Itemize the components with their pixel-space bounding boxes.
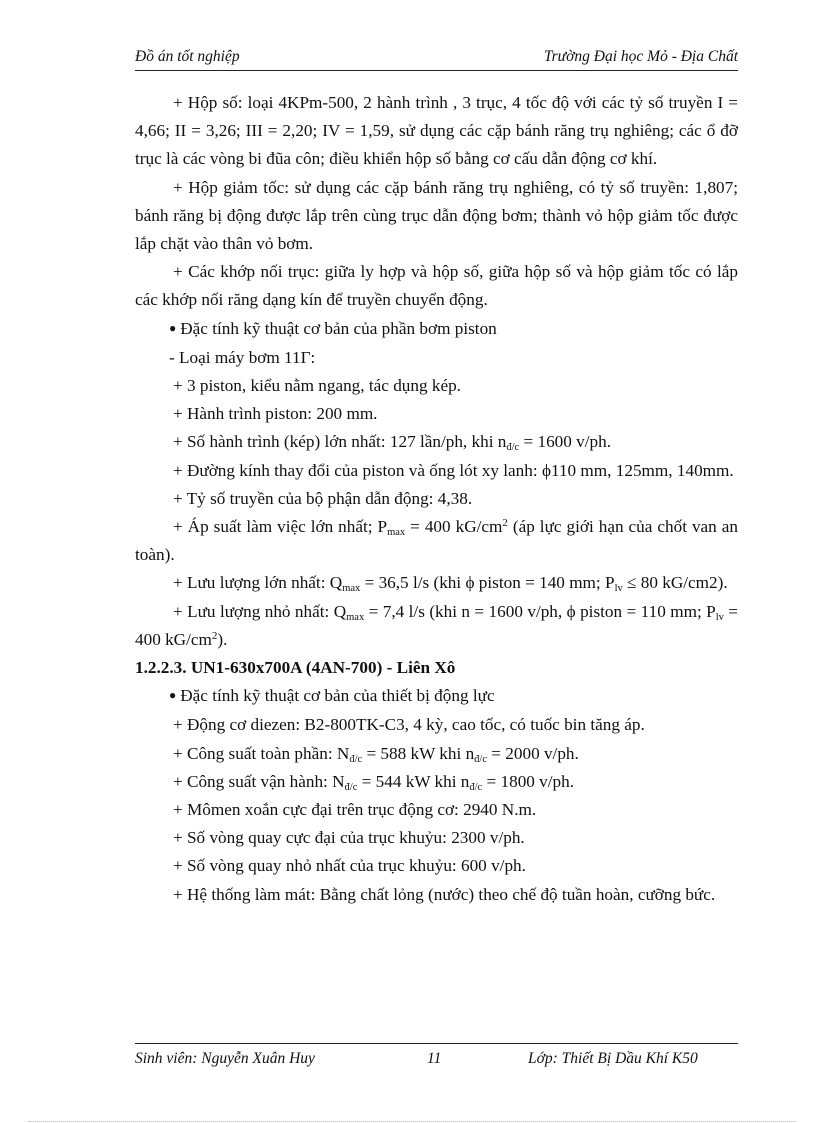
paragraph-gearbox: + Hộp số: loại 4KPm-500, 2 hành trình , 3 trục, 4 tốc độ với các tỷ số truyền I = 4,66; II = 3,26; III = 2,20; IV = 1,59, sử dụng các cặp bánh răng trụ nghiêng; các ổ đỡ trục là các vòng bi đũa côn; điều khiển hộp số bằng cơ cấu dẫn động cơ khí.: [135, 93, 738, 169]
paragraph-couplings: + Các khớp nối trục: giữa ly hợp và hộp số, giữa hộp số và hộp giảm tốc có lắp các khớp nối răng dạng kín để truyền chuyển động.: [135, 262, 738, 310]
spec-min-rpm: + Số vòng quay nhỏ nhất của trục khuỷu: 600 v/ph.: [173, 856, 526, 876]
page-header: [135, 46, 738, 71]
spec-max-flow: + Lưu lượng lớn nhất: $Q_{max} = 36,5$ l/s (khi ϕ piston = 140 mm; $P_{lv} \le 80$ kG/cm2).: [173, 573, 728, 595]
spec-pistons: + 3 piston, kiểu nằm ngang, tác dụng kép.: [173, 376, 461, 396]
pump-type: - Loại máy bơm 11Г:: [169, 347, 316, 367]
header-left: Đồ án tốt nghiệp: [135, 48, 240, 65]
paragraph-reducer: + Hộp giảm tốc: sử dụng các cặp bánh răng trụ nghiêng, có tỷ số truyền: 1,807; bánh răng bị động được lắp trên cùng trục dẫn động bơm; thành vỏ hộp giảm tốc được lắp chặt vào thân vỏ bơm.: [135, 177, 738, 254]
spec-total-power: + Công suất toàn phần: $N_{đ/c} = 588$ kW khi $n_{đ/c} = 2000$ v/ph.: [173, 743, 579, 765]
spec-pressure: + Áp suất làm việc lớn nhất; $P_{max} = 400$ $kG/cm^2$ (áp lực giới hạn của chốt van an toàn).: [135, 517, 738, 565]
spec-diameter: + Đường kính thay đổi của piston và ống lót xy lanh: ϕ110 mm, 125mm, 140mm.: [173, 460, 734, 480]
footer-class: Lớp: Thiết Bị Dầu Khí K50: [528, 1050, 698, 1067]
spec-engine: + Động cơ diezen: B2-800TK-C3, 4 kỳ, cao tốc, có tuốc bin tăng áp.: [173, 715, 645, 735]
spec-ratio: + Tỷ số truyền của bộ phận dẫn động: 4,38.: [173, 488, 473, 508]
page-body: [135, 89, 738, 909]
header-right: Trường Đại học Mỏ - Địa Chất: [543, 48, 738, 65]
spec-max-rpm: + Số vòng quay cực đại của trục khuỷu: 2300 v/ph.: [173, 828, 525, 848]
spec-stroke: + Hành trình piston: 200 mm.: [173, 404, 378, 424]
bullet-engine-specs: ● Đặc tính kỹ thuật cơ bản của thiết bị động lực: [135, 682, 738, 711]
spec-torque: + Mômen xoắn cực đại trên trục động cơ: 2940 N.m.: [173, 800, 537, 820]
page-footer: [135, 1043, 738, 1070]
page-number: 11: [427, 1050, 442, 1067]
spec-stroke-count: + Số hành trình (kép) lớn nhất: 127 lần/ph, khi $n_{đ/c} = 1600$ v/ph.: [173, 432, 612, 454]
page-edge-divider: [28, 1121, 796, 1122]
footer-student: Sinh viên: Nguyễn Xuân Huy: [135, 1050, 315, 1067]
bullet-pump-specs: ● Đặc tính kỹ thuật cơ bản của phần bơm piston: [135, 315, 738, 344]
spec-operating-power: + Công suất vận hành: $N_{đ/c} = 544$ kW khi $n_{đ/c} = 1800$ v/ph.: [173, 771, 575, 793]
section-heading: 1.2.2.3. UN1-630x700A (4AN-700) - Liên Xô: [135, 658, 456, 678]
spec-cooling: + Hệ thống làm mát: Bằng chất lỏng (nước) theo chế độ tuần hoàn, cưỡng bức.: [173, 884, 716, 904]
spec-min-flow: + Lưu lượng nhỏ nhất: $Q_{max} = 7,4$ l/s (khi n = 1600 v/ph, ϕ piston = 110 mm; $P_{lv} = 400$ $kG/cm^2$).: [135, 601, 738, 649]
